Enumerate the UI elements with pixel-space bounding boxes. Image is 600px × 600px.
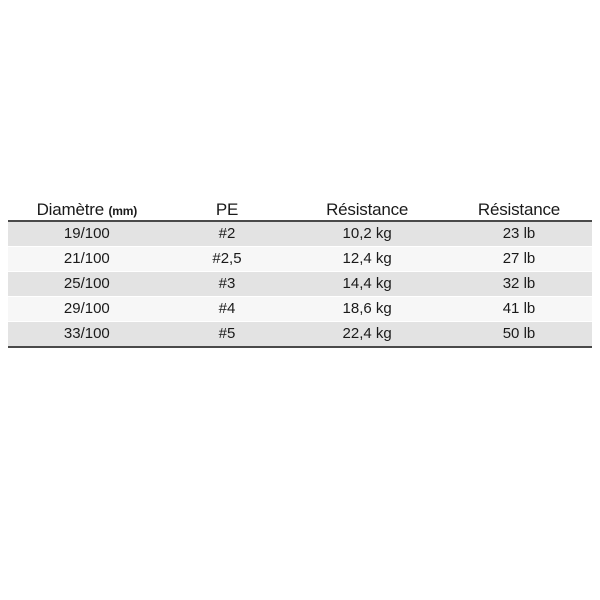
cell-pe: #3 (166, 272, 289, 297)
table-row (8, 322, 592, 347)
specification-table (8, 200, 592, 346)
cell-pe: #4 (166, 297, 289, 322)
column-header-resistance-lb-label: Résistance (477, 200, 561, 219)
table-header-row (8, 200, 592, 221)
cell-diameter: 25/100 (8, 272, 166, 297)
cell-resistance-lb: 23 lb (446, 221, 592, 247)
column-header-resistance-kg (288, 200, 446, 221)
column-header-pe-label: PE (215, 200, 239, 219)
table-row (8, 247, 592, 272)
cell-pe: #2 (166, 221, 289, 247)
cell-pe: #5 (166, 322, 289, 347)
table-row (8, 272, 592, 297)
cell-pe: #2,5 (166, 247, 289, 272)
table-bottom-divider (8, 346, 592, 348)
column-header-resistance-lb (446, 200, 592, 221)
column-header-diameter-label: Diamètre (36, 200, 104, 219)
cell-diameter: 33/100 (8, 322, 166, 347)
cell-resistance-lb: 50 lb (446, 322, 592, 347)
column-header-diameter-unit: (mm) (108, 204, 138, 218)
specification-table-container (8, 200, 592, 348)
cell-diameter: 29/100 (8, 297, 166, 322)
table-row (8, 297, 592, 322)
cell-resistance-kg: 14,4 kg (288, 272, 446, 297)
table-header (8, 200, 592, 221)
table-body (8, 221, 592, 346)
cell-resistance-lb: 27 lb (446, 247, 592, 272)
cell-resistance-kg: 12,4 kg (288, 247, 446, 272)
cell-diameter: 21/100 (8, 247, 166, 272)
cell-resistance-lb: 41 lb (446, 297, 592, 322)
cell-resistance-kg: 18,6 kg (288, 297, 446, 322)
cell-resistance-lb: 32 lb (446, 272, 592, 297)
table-row (8, 221, 592, 247)
column-header-pe (166, 200, 289, 221)
cell-resistance-kg: 10,2 kg (288, 221, 446, 247)
cell-resistance-kg: 22,4 kg (288, 322, 446, 347)
cell-diameter: 19/100 (8, 221, 166, 247)
column-header-diameter (8, 200, 166, 221)
column-header-resistance-kg-label: Résistance (326, 200, 409, 219)
